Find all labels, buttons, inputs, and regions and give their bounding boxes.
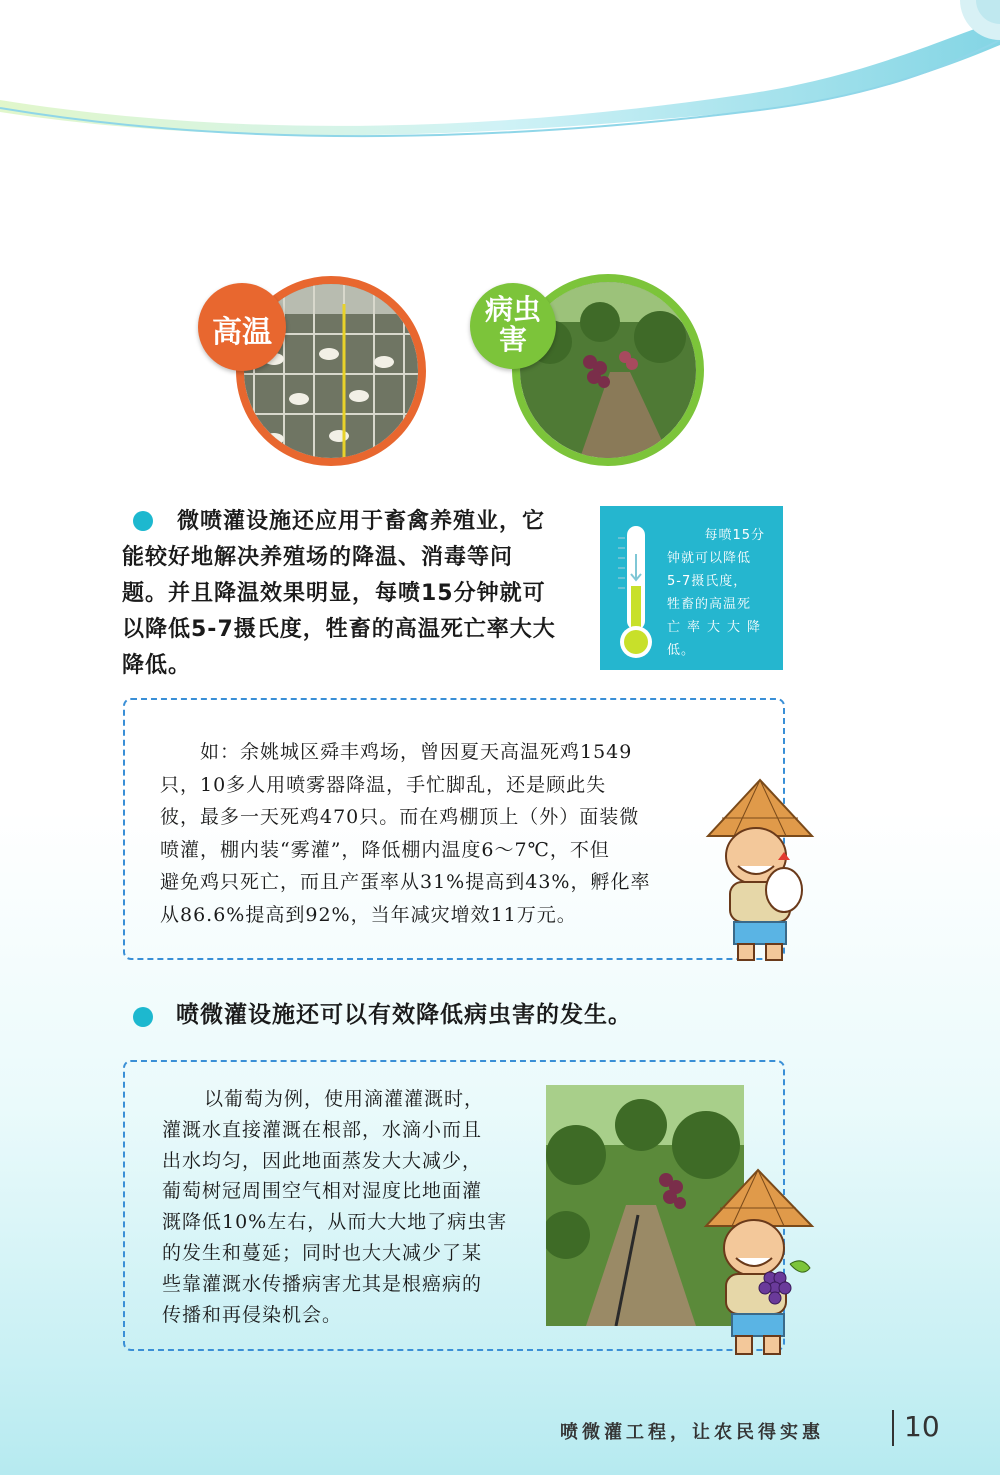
example-line: 如：余姚城区舜丰鸡场，曾因夏天高温死鸡1549 bbox=[200, 741, 633, 763]
section-heading: 喷微灌设施还可以有效降低病虫害的发生。 bbox=[176, 1002, 632, 1028]
thermometer-note bbox=[667, 524, 777, 662]
note-line: 低。 bbox=[667, 643, 696, 658]
high-temp-badge bbox=[198, 283, 286, 371]
paragraph-line: 能较好地解决养殖场的降温、消毒等问 bbox=[122, 545, 514, 570]
example-line: 溉降低10%左右，从而大大地了病虫害 bbox=[162, 1211, 508, 1234]
paragraph-line: 微喷灌设施还应用于畜禽养殖业，它 bbox=[177, 509, 546, 534]
pest-badge bbox=[470, 283, 556, 369]
grape-example-text bbox=[162, 1084, 532, 1330]
bullet-dot bbox=[133, 1007, 153, 1027]
note-line: 钟就可以降低 bbox=[667, 551, 752, 566]
example-line: 灌溉水直接灌溉在根部，水滴小而且 bbox=[162, 1118, 483, 1141]
example-line: 只，10多人用喷雾器降温，手忙脚乱，还是顾此失 bbox=[160, 773, 607, 796]
chicken-farm-example-text bbox=[160, 736, 700, 931]
example-line: 的发生和蔓延；同时也大大减少了某 bbox=[162, 1241, 483, 1264]
paragraph-line: 题。并且降温效果明显，每喷15分钟就可 bbox=[122, 581, 546, 606]
footer-divider bbox=[892, 1410, 894, 1446]
farmer-chicken-cartoon bbox=[700, 778, 820, 963]
page-number: 10 bbox=[904, 1410, 940, 1443]
note-line: 每喷15分 bbox=[704, 528, 765, 543]
example-line: 传播和再侵染机会。 bbox=[162, 1303, 343, 1326]
example-line: 彼，最多一天死鸡470只。而在鸡棚顶上（外）面装微 bbox=[160, 806, 640, 828]
high-temp-label: 高温 bbox=[212, 315, 272, 350]
paragraph-line: 降低。 bbox=[122, 653, 192, 678]
footer-title: 喷微灌工程，让农民得实惠 bbox=[560, 1422, 824, 1443]
note-line: 5-7摄氏度， bbox=[667, 574, 748, 589]
top-wave-decoration bbox=[0, 0, 1000, 200]
note-line: 牲畜的高温死 bbox=[667, 597, 752, 612]
paragraph-line: 以降低5-7摄氏度，牲畜的高温死亡率大大 bbox=[122, 617, 556, 642]
thermometer-icon bbox=[612, 524, 662, 664]
pest-label-line1: 病虫 bbox=[484, 293, 541, 326]
example-line: 以葡萄为例，使用滴灌灌溉时， bbox=[204, 1088, 485, 1110]
pest-label-line2: 害 bbox=[498, 323, 527, 356]
example-line: 喷灌，棚内装“雾灌”，降低棚内温度6～7℃，不但 bbox=[160, 838, 610, 861]
corner-swirl-decoration bbox=[940, 0, 1000, 60]
farmer-grapes-cartoon bbox=[700, 1168, 825, 1358]
example-line: 从86.6%提高到92%，当年减灾增效11万元。 bbox=[160, 903, 577, 926]
note-line: 亡率大大降 bbox=[667, 620, 768, 635]
example-line: 葡萄树冠周围空气相对湿度比地面灌 bbox=[162, 1180, 483, 1203]
example-line: 避免鸡只死亡，而且产蛋率从31%提高到43%，孵化率 bbox=[160, 871, 651, 893]
example-line: 些靠灌溉水传播病害尤其是根癌病的 bbox=[162, 1272, 483, 1295]
livestock-paragraph bbox=[122, 504, 592, 684]
example-line: 出水均匀，因此地面蒸发大大减少， bbox=[162, 1149, 483, 1172]
